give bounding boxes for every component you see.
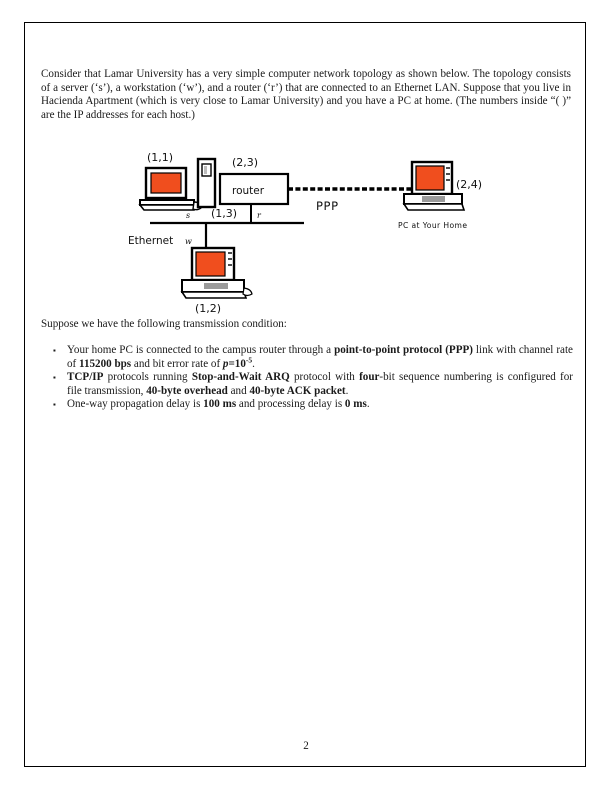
list-item-text: Your home PC is connected to the campus router through a point-to-point protocol (PPP) link with channel rate of 115200 bps and bit error rate of $p=10^{-5}$. xyxy=(67,344,573,370)
workstation-node-label: w xyxy=(185,237,192,246)
workstation-host-icon xyxy=(182,248,252,298)
ethernet-label: Ethernet xyxy=(128,235,174,247)
workstation-ip-label: (1,2) xyxy=(195,302,222,315)
ppp-label: PPP xyxy=(316,199,339,213)
intro-paragraph xyxy=(41,68,571,122)
page-number xyxy=(0,740,612,752)
list-item xyxy=(41,344,573,371)
network-topology-figure xyxy=(120,140,483,315)
list-item-text: TCP/IP protocols running Stop-and-Wait ARQ protocol with four-bit sequence numbering is configured for file transmission, 40-byte overhead and 40-byte ACK packet. xyxy=(67,371,573,397)
server-host-icon xyxy=(140,159,215,210)
bullet-marker-icon: ▪ xyxy=(53,373,56,383)
router-ip-top-label: (2,3) xyxy=(232,156,259,169)
list-item xyxy=(41,398,573,412)
bullet-marker-icon: ▪ xyxy=(53,400,56,410)
router-text-label: router xyxy=(232,185,265,197)
server-node-label: s xyxy=(186,211,191,220)
home-pc-icon xyxy=(404,162,464,210)
condition-lead-text: Suppose we have the following transmission condition: xyxy=(41,318,287,330)
home-pc-caption: PC at Your Home xyxy=(398,221,468,230)
home-pc-ip-label: (2,4) xyxy=(456,178,483,191)
intro-paragraph-text: Consider that Lamar University has a very simple computer network topology as shown below. The topology consists of a server (‘s’), a workstation (‘w’), and a router (‘r’) that are connected to an Ethernet LAN. Suppose that you live in Hacienda Apartment (which is very close to Lamar University) and you have a PC at home. (The numbers inside “( )” are the IP addresses for each host.) xyxy=(41,68,571,121)
server-ip-label: (1,1) xyxy=(147,151,174,164)
router-node-label: r xyxy=(257,211,261,220)
list-item-text: One-way propagation delay is 100 ms and processing delay is 0 ms. xyxy=(67,398,370,411)
page-number-value: 2 xyxy=(303,740,309,752)
transmission-condition-list xyxy=(41,344,573,412)
list-item xyxy=(41,371,573,398)
bullet-marker-icon: ▪ xyxy=(53,346,56,355)
transmission-condition-lead-in xyxy=(41,318,571,332)
router-ip-bottom-label: (1,3) xyxy=(211,207,238,220)
